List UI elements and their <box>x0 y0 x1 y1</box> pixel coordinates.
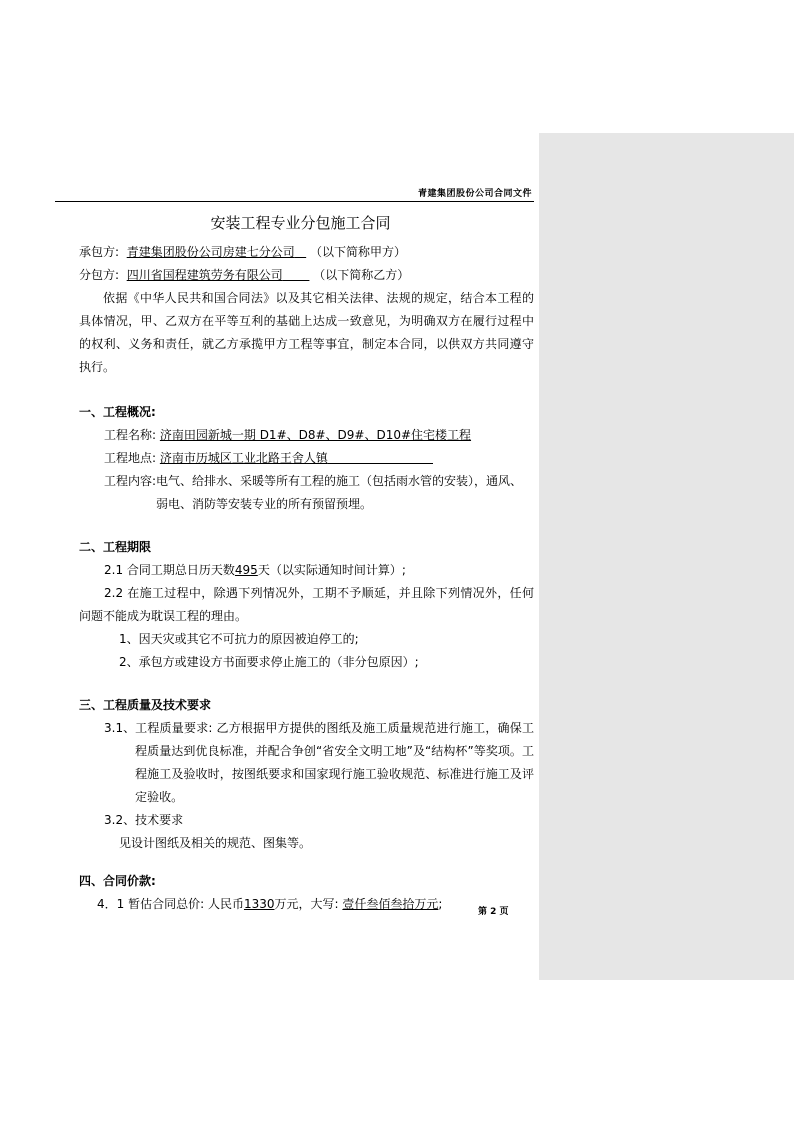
price-mid: 万元，大写: <box>274 897 339 911</box>
project-content-line <box>79 470 534 516</box>
comment-pane <box>539 133 794 980</box>
delay-condition-1: 1、因天灾或其它不可抗力的原因被迫停工的; <box>119 632 359 646</box>
contractor-line <box>79 241 534 264</box>
duration-line <box>79 559 534 582</box>
duration-suffix: 天（以实际通知时间计算）; <box>257 563 406 577</box>
project-site-line <box>79 447 534 470</box>
section3-heading: 三、工程质量及技术要求 <box>79 698 212 712</box>
header-rule <box>55 201 534 202</box>
project-name-line <box>79 424 534 447</box>
delay-clause: 2.2 在施工过程中，除遇下列情况外，工期不予顺延，并且除下列情况外，任何问题不能成为耽误工程的理由。 <box>79 586 534 623</box>
contractor-name: 青建集团股份公司房建七分公司 <box>126 245 295 259</box>
project-site-value: 济南市历城区工业北路王舍人镇 <box>159 451 328 465</box>
section1-heading: 一、工程概况: <box>79 405 156 419</box>
sub-name: 四川省国程建筑劳务有限公司 <box>126 268 283 282</box>
page-number: 第 2 页 <box>478 907 509 917</box>
contract-price-line <box>79 893 534 916</box>
contractor-label: 承包方: <box>79 245 120 259</box>
project-name-label: 工程名称: <box>104 428 157 442</box>
price-upper: 壹仟叁佰叁拾万元 <box>342 897 439 911</box>
project-name-value: 济南田园新城一期 D1#、D8#、D9#、D10#住宅楼工程 <box>159 428 472 442</box>
quality-requirement <box>79 717 534 809</box>
page-title: 安装工程专业分包施工合同 <box>210 214 391 232</box>
contractor-note: （以下简称甲方） <box>309 245 406 259</box>
sub-label: 分包方: <box>79 268 120 282</box>
intro-paragraph: 依据《中华人民共和国合同法》以及其它相关法律、法规的规定，结合本工程的具体情况，甲、乙双方在平等互利的基础上达成一致意见，为明确双方在履行过程中的权利、义务和责任，就乙方承揽甲方工程等事宜，制定本合同，以供双方共同遵守执行。 <box>79 291 534 374</box>
subcontractor-line <box>79 264 534 287</box>
price-end: ; <box>438 897 443 911</box>
project-content-value: 电气、给排水、采暖等所有工程的施工（包括雨水管的安装），通风、弱电、消防等安装专业的所有预留预埋。 <box>156 474 523 511</box>
section4-heading: 四、合同价款: <box>79 874 156 888</box>
project-content-label: 工程内容: <box>104 474 157 488</box>
delay-condition-2: 2、承包方或建设方书面要求停止施工的（非分包原因）; <box>119 655 419 669</box>
project-site-label: 工程地点: <box>104 451 157 465</box>
section2-heading: 二、工程期限 <box>79 540 152 554</box>
header-company-doc: 青建集团股份公司合同文件 <box>417 189 532 199</box>
document-body <box>79 212 534 916</box>
duration-days: 495 <box>234 563 258 577</box>
price-amount: 1330 <box>243 897 275 911</box>
price-prefix: 4．1 暂估合同总价: 人民币 <box>97 897 244 911</box>
quality-text: 工程质量要求: 乙方根据甲方提供的图纸及施工质量规范进行施工，确保工程质量达到优良标准，并配合争创“省安全文明工地”及“结构杯”等奖项。工程施工及验收时，按图纸要求和国家现行施工验收规范、标准进行施工及评定验收。 <box>135 721 534 804</box>
tech-requirement-text: 见设计图纸及相关的规范、图集等。 <box>119 836 312 850</box>
tech-requirement-label: 3.2、技术要求 <box>104 813 184 827</box>
quality-label: 3.1、 <box>104 721 136 735</box>
duration-prefix: 2.1 合同工期总日历天数 <box>104 563 235 577</box>
sub-note: （以下简称乙方） <box>313 268 410 282</box>
